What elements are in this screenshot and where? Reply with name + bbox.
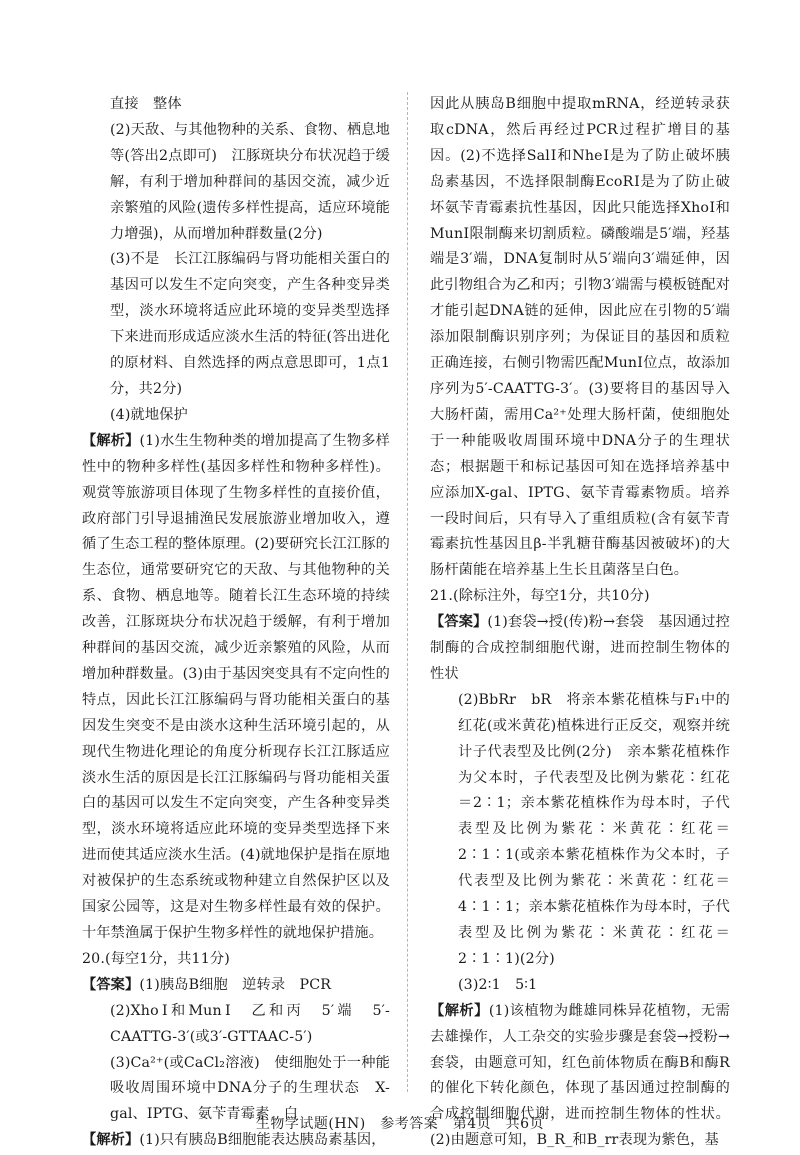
paragraph-text: (2)XhoⅠ和MunⅠ 乙和丙 5′端 5′-CAATTG-3′(或3′-GTTAAC-5′)	[110, 1002, 390, 1045]
answer-paragraph	[82, 118, 390, 248]
paragraph-text: 21.(除标注外，每空1分，共10分)	[430, 588, 650, 605]
paragraph-text: (1)套袋→授(传)粉→套袋 基因通过控制酶的合成控制细胞代谢，进而控制生物体的性状	[430, 614, 730, 682]
paragraph-text: (1)水生生物种类的增加提高了生物多样性中的物种多样性(基因多样性和物种多样性)。观赏等旅游项目体现了生物多样性的直接价值，政府部门引导退捕渔民发展旅游业增加收入，遵循了生态工程的整体原理。(2)要研究长江江豚的生态位，通常要研究它的天敌、与其他物种的关系、食物、栖息地等。随着长江生态环境的持续改善，江豚斑块分布状况趋于缓解，有利于增加种群间的基因交流，减少近亲繁殖的风险，从而增加种群数量。(3)由于基因突变具有不定向性的特点，因此长江江豚编码与肾功能相关蛋白的基因发生突变不是由淡水这种生活环境引起的，从现代生物进化理论的角度分析现存长江江豚适应淡水生活的原因是长江江豚编码与肾功能相关蛋白的基因可以发生不定向突变，产生各种变异类型，淡水环境将适应此环境的变异类型选择下来进而使其适应淡水生活。(4)就地保护是指在原地对被保护的生态系统或物种建立自然保护区以及国家公园等，这是对生物多样性最有效的保护。十年禁渔属于保护生物多样性的就地保护措施。	[82, 432, 390, 941]
left-column	[82, 92, 390, 1154]
answer-paragraph	[82, 247, 390, 402]
page-footer: 生物学试题(HN) 参考答案 第4页 共6页	[255, 1116, 545, 1132]
section-tag: 【解析】	[430, 1002, 489, 1019]
section-tag: 【解析】	[82, 1132, 140, 1149]
paragraph-text: (4)就地保护	[110, 406, 188, 423]
answer-paragraph	[430, 688, 730, 973]
paragraph-text: (2)天敌、与其他物种的关系、食物、栖息地等(答出2点即可) 江豚斑块分布状况趋于缓解，有利于增加种群间的基因交流，减少近亲繁殖的风险(遗传多样性提高，适应环境能力增强)，从而增加种群数量(2分)	[110, 121, 390, 242]
paragraph-text: (1)胰岛B细胞 逆转录 PCR	[139, 976, 332, 993]
question-heading	[430, 584, 730, 610]
question-heading	[82, 947, 390, 973]
paragraph-text: (3)Ca²⁺(或CaCl₂溶液) 使细胞处于一种能吸收周围环境中DNA分子的生理状态 X-gal、IPTG、氨苄青霉素 白	[110, 1054, 390, 1123]
answer-paragraph	[82, 999, 390, 1051]
tagged-paragraph	[82, 429, 390, 947]
column-divider	[407, 92, 408, 1092]
right-column	[430, 92, 730, 1154]
paragraph-text: 20.(每空1分，共11分)	[82, 950, 230, 967]
paragraph-text: (3)2∶1 5∶1	[458, 976, 538, 993]
answer-paragraph	[82, 403, 390, 429]
continuation-paragraph	[430, 92, 730, 584]
paragraph-text: (3)不是 长江江豚编码与肾功能相关蛋白的基因可以发生不定向突变，产生各种变异类型，淡水环境将适应此环境的变异类型选择下来进而形成适应淡水生活的特征(答出进化的原材料、自然选择的两点意思即可，1点1分，共2分)	[110, 251, 390, 397]
tagged-paragraph	[430, 610, 730, 688]
paragraph-text: (1)该植物为雌雄同株异花植物，无需去雄操作，人工杂交的实验步骤是套袋→授粉→套袋，由题意可知，红色前体物质在酶B和酶R的催化下转化颜色，体现了基因通过控制酶的合成控制细胞代谢，进而控制生物体的性状。(2)由题意可知，B_R_和B_rr表现为紫色，基	[430, 1002, 730, 1149]
section-tag: 【解析】	[82, 432, 140, 449]
paragraph-text: (2)BbRr bR 将亲本紫花植株与F₁中的红花(或米黄花)植株进行正反交，观察并统计子代表型及比例(2分) 亲本紫花植株作为父本时，子代表型及比例为紫花∶红花＝2∶1；亲本紫花植株作为母本时，子代表型及比例为紫花∶米黄花∶红花＝2∶1∶1(或亲本紫花植株作为父本时，子代表型及比例为紫花∶米黄花∶红花＝4∶1∶1；亲本紫花植株作为母本时，子代表型及比例为紫花∶米黄花∶红花＝2∶1∶1)(2分)	[458, 691, 730, 967]
section-tag: 【答案】	[430, 614, 488, 631]
paragraph-text: (1)只有胰岛B细胞能表达胰岛素基因，	[139, 1132, 386, 1149]
paragraph-text: 因此从胰岛B细胞中提取mRNA，经逆转录获取cDNA，然后再经过PCR过程扩增目的基因。(2)不选择SalⅠ和NheⅠ是为了防止破坏胰岛素基因，不选择限制酶EcoRⅠ是为了防止破坏氨苄青霉素抗性基因，因此只能选择XhoⅠ和MunⅠ限制酶来切割质粒。磷酸端是5′端，羟基端是3′端，DNA复制时从5′端向3′端延伸，因此引物组合为乙和丙；引物3′端需与模板链配对才能引起DNA链的延伸，因此应在引物的5′端添加限制酶识别序列；为保证目的基因和质粒正确连接，右侧引物需匹配MunⅠ位点，故添加序列为5′-CAATTG-3′。(3)要将目的基因导入大肠杆菌，需用Ca²⁺处理大肠杆菌，使细胞处于一种能吸收周围环境中DNA分子的生理状态；根据题干和标记基因可知在选择培养基中应添加X-gal、IPTG、氨苄青霉素物质。培养一段时间后，只有导入了重组质粒(含有氨苄青霉素抗性基因且β-半乳糖苷酶基因被破坏)的大肠杆菌能在培养基上生长且菌落呈白色。	[430, 96, 730, 579]
section-tag: 【答案】	[82, 976, 140, 993]
tagged-paragraph	[82, 973, 390, 999]
answer-paragraph	[82, 92, 390, 118]
answer-paragraph	[430, 973, 730, 999]
paragraph-text: 直接 整体	[110, 96, 182, 112]
